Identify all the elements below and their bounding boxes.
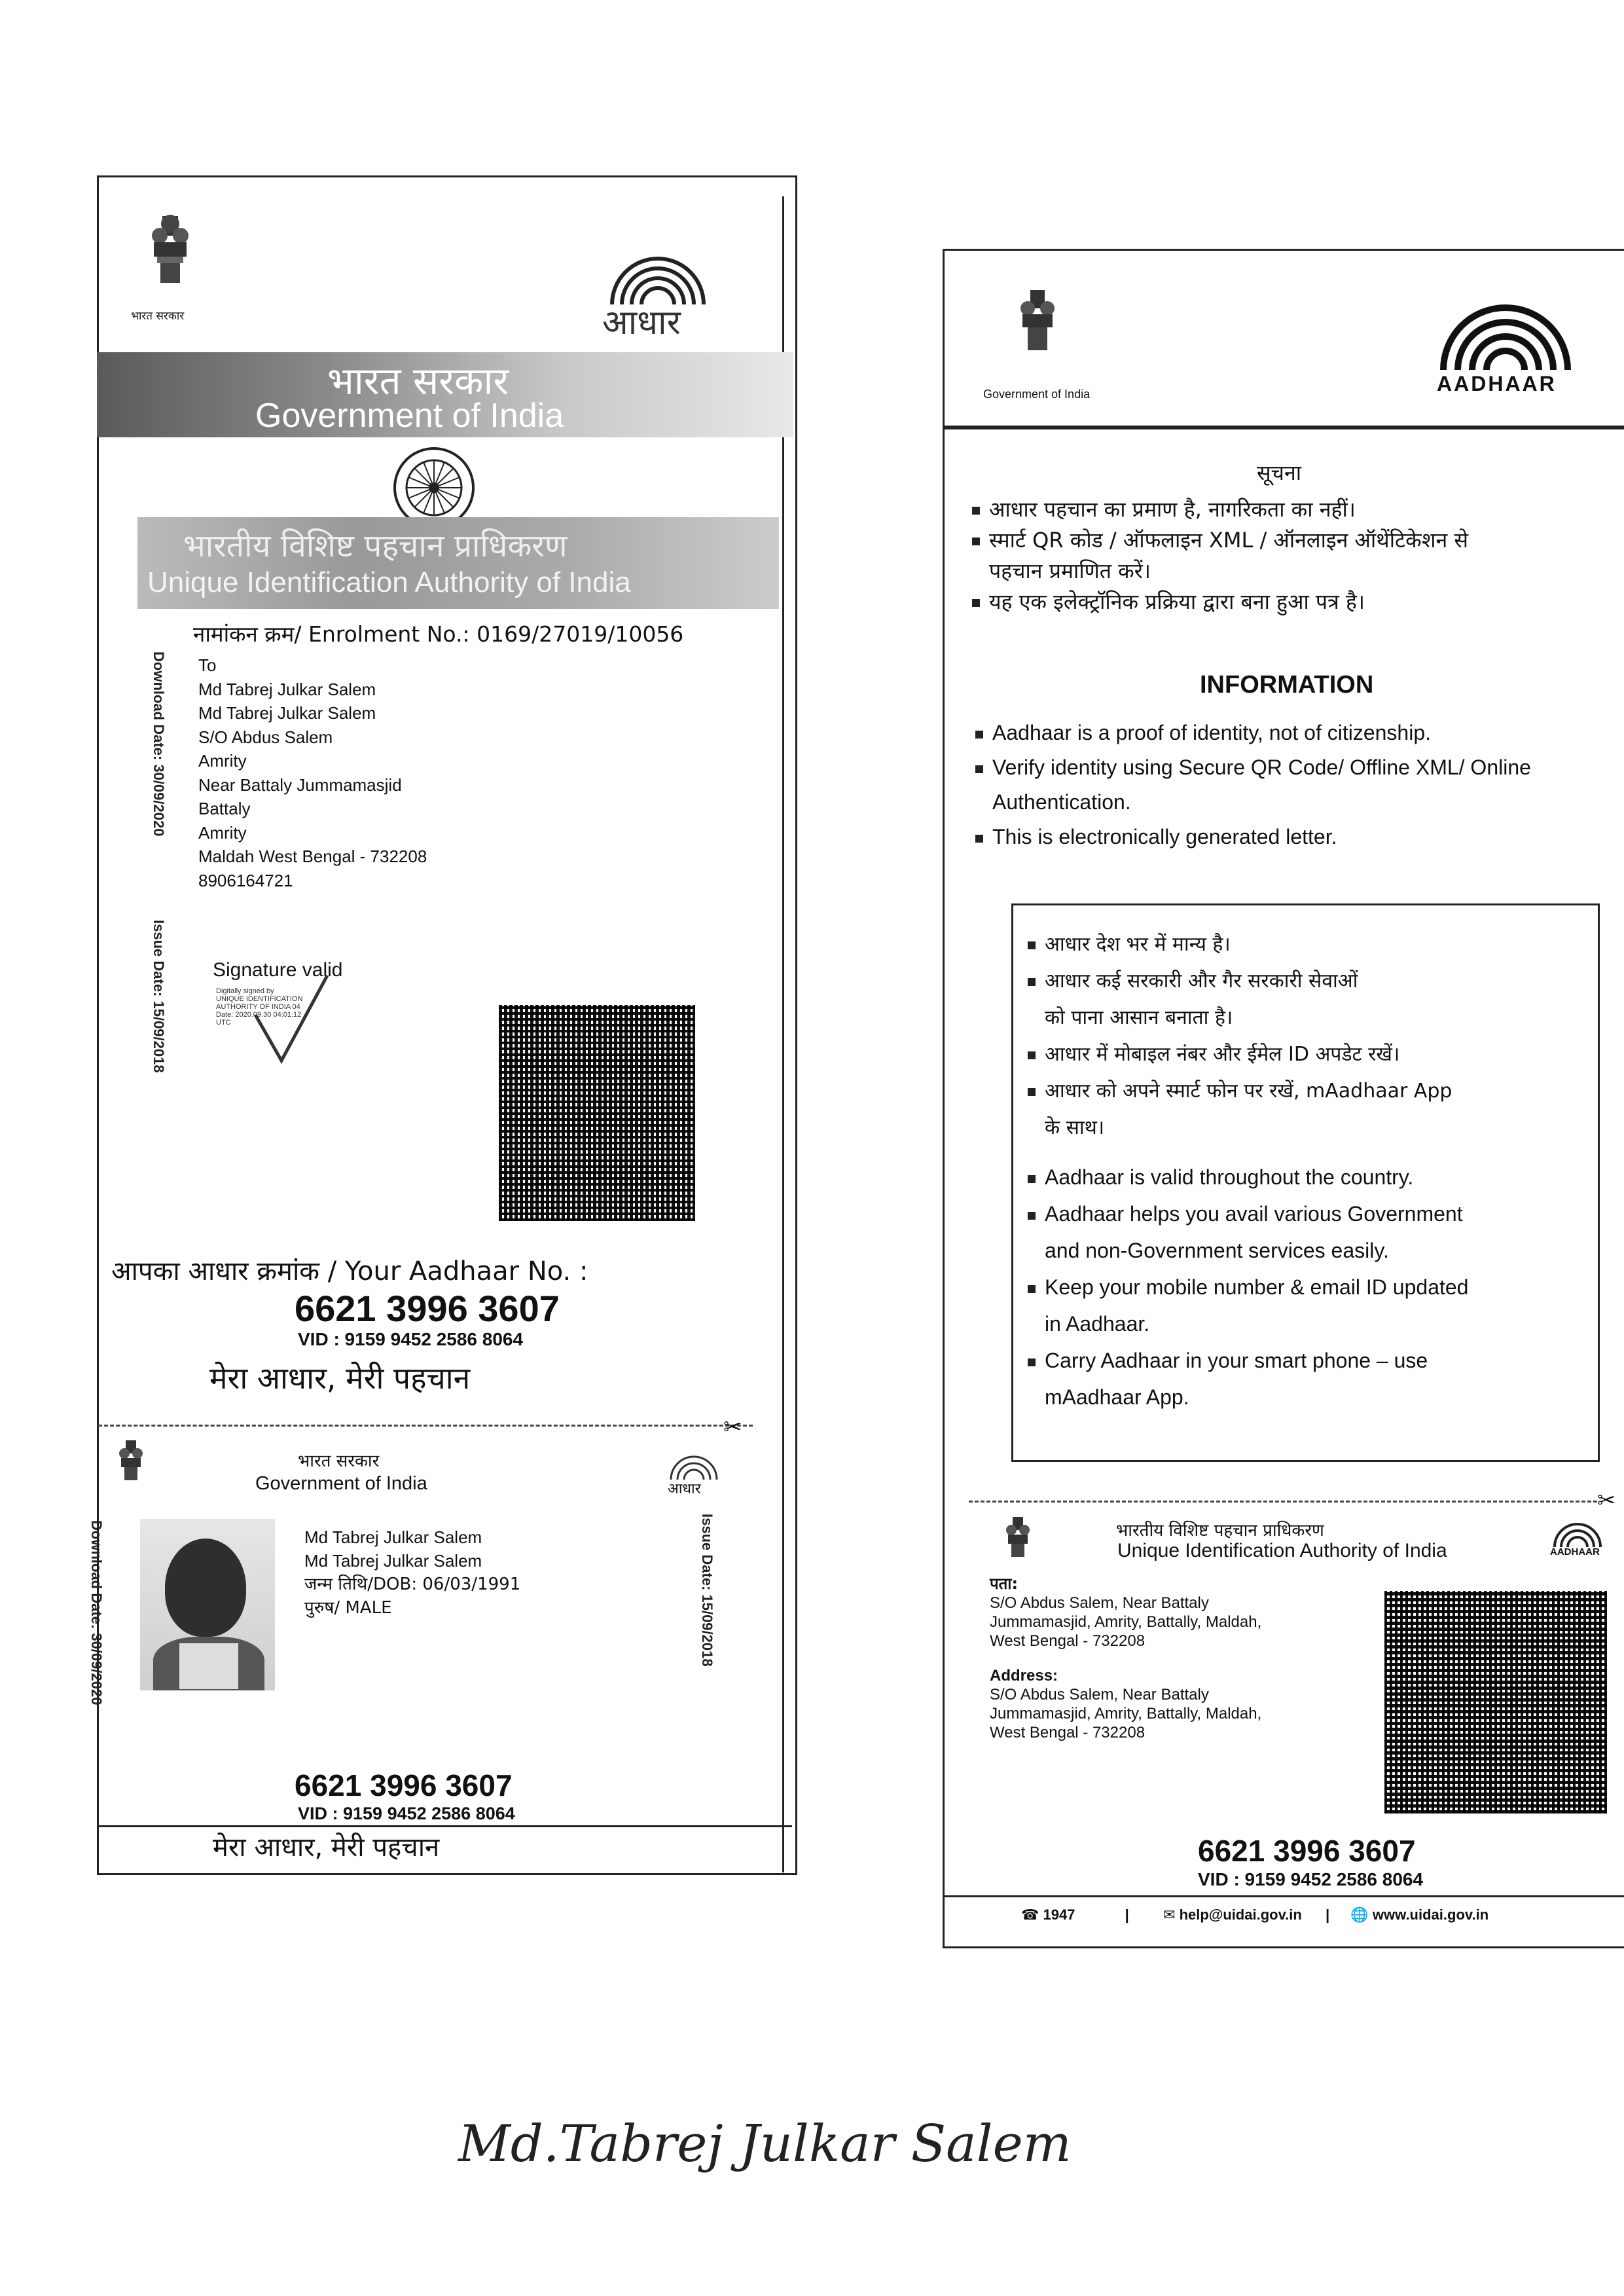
address-line: Jummamasjid, Amrity, Battally, Maldah, (990, 1705, 1262, 1722)
signature-detail-line: Date: 2020.09.30 04:01:12 (216, 1011, 302, 1019)
info-item: Verify identity using Secure QR Code/ Offline XML/ Online (992, 756, 1531, 779)
box-hindi-item: को पाना आसान बनाता है। (1045, 1006, 1233, 1029)
card-uidai-hindi: भारतीय विशिष्ट पहचान प्राधिकरण (1116, 1521, 1324, 1540)
box-english-item: and non-Government services easily. (1045, 1239, 1389, 1262)
card-vid: VID : 9159 9452 2586 8064 (298, 1804, 515, 1823)
national-emblem-icon (137, 210, 203, 301)
tagline: मेरा आधार, मेरी पहचान (209, 1360, 471, 1396)
vid-number: VID : 9159 9452 2586 8064 (298, 1329, 524, 1349)
card-address-block (990, 1575, 1261, 1742)
cut-line (98, 1425, 753, 1427)
card-issue-date: Issue Date: 15/09/2018 (699, 1514, 715, 1667)
suchna-list (972, 494, 1468, 617)
banner-hindi: भारत सरकार (327, 359, 509, 403)
pata-label: पता: (990, 1575, 1019, 1593)
footer-rule (945, 1895, 1624, 1897)
download-date: Download Date: 30/09/2020 (151, 651, 167, 837)
suchna-item: स्मार्ट QR कोड / ऑफलाइन XML / ऑनलाइन ऑथेंटिकेशन से (989, 528, 1469, 553)
card-details (304, 1525, 520, 1620)
website-link[interactable]: www.uidai.gov.in (1372, 1906, 1489, 1923)
pata-line: Jummamasjid, Amrity, Battally, Maldah, (990, 1613, 1262, 1631)
card-gov-hindi: भारत सरकार (298, 1451, 380, 1471)
uidai-hindi: भारतीय विशिष्ट पहचान प्राधिकरण (183, 528, 568, 564)
box-english-item: Aadhaar is valid throughout the country. (1045, 1165, 1414, 1189)
aadhaar-fingerprint-icon (1551, 1518, 1604, 1547)
card-logo-text: आधार (668, 1481, 701, 1497)
signature-detail-line: Digitally signed by (216, 987, 274, 995)
address-line: Near Battaly Jummamasjid (198, 774, 402, 795)
panel-edge (782, 196, 784, 1872)
address-line: S/O Abdus Salem, Near Battaly (990, 1686, 1209, 1704)
box-hindi-item: के साथ। (1045, 1116, 1105, 1139)
signature-label: Signature valid (213, 959, 343, 981)
qr-code (1384, 1591, 1607, 1813)
card-aadhaar-number: 6621 3996 3607 (295, 1768, 513, 1802)
box-english-item: Keep your mobile number & email ID updated (1045, 1275, 1469, 1299)
address-line: Md Tabrej Julkar Salem (198, 679, 376, 699)
address-block (198, 653, 427, 892)
suchna-item: यह एक इलेक्ट्रॉनिक प्रक्रिया द्वारा बना हुआ पत्र है। (989, 589, 1365, 614)
address-line: Amrity (198, 822, 247, 843)
banner-english: Government of India (255, 397, 564, 435)
address-line: 8906164721 (198, 870, 293, 890)
aadhaar-number: 6621 3996 3607 (295, 1288, 560, 1329)
emblem-caption: भारत सरकार (131, 310, 185, 323)
card-dob: जन्म तिथि/DOB: 06/03/1991 (304, 1575, 521, 1594)
signature-detail-line: UNIQUE IDENTIFICATION (216, 995, 303, 1003)
info-item: This is electronically generated letter. (992, 825, 1337, 848)
box-english-item: Carry Aadhaar in your smart phone – use (1045, 1349, 1428, 1372)
card-vid-right: VID : 9159 9452 2586 8064 (1198, 1869, 1424, 1889)
card-gov-english: Government of India (255, 1473, 427, 1494)
help-email[interactable]: help@uidai.gov.in (1179, 1906, 1302, 1923)
address-line: Battaly (198, 799, 251, 818)
card-tagline: मेरा आधार, मेरी पहचान (213, 1832, 440, 1863)
suchna-title: सूचना (1257, 460, 1302, 485)
aadhaar-logo-text: आधार (602, 303, 681, 342)
pata-line: West Bengal - 732208 (990, 1632, 1146, 1650)
card-divider (98, 1825, 792, 1827)
signature-detail-line: AUTHORITY OF INDIA 04 (216, 1003, 300, 1011)
card-logo-text-right: AADHAAR (1550, 1546, 1600, 1558)
header-rule (945, 426, 1624, 429)
aadhaar-fingerprint-icon (1437, 301, 1574, 373)
address-line: S/O Abdus Salem (198, 727, 333, 747)
card-gender: पुरुष/ MALE (304, 1598, 392, 1618)
pata-line: S/O Abdus Salem, Near Battaly (990, 1594, 1209, 1612)
information-list (975, 716, 1531, 854)
national-emblem-icon (1008, 285, 1067, 367)
emblem-caption-right: Government of India (983, 388, 1091, 401)
scissors-icon: ✂ (723, 1415, 742, 1440)
aadhaar-logo-text-right: AADHAAR (1437, 372, 1557, 395)
box-hindi-item: आधार में मोबाइल नंबर और ईमेल ID अपडेट रखें। (1045, 1043, 1400, 1066)
mail-icon: ✉ (1163, 1906, 1176, 1923)
qr-code (499, 1005, 695, 1221)
card-uidai-english: Unique Identification Authority of India (1117, 1540, 1447, 1561)
information-title: INFORMATION (1200, 671, 1374, 699)
box-english-item: in Aadhaar. (1045, 1312, 1150, 1336)
cut-line (969, 1501, 1597, 1503)
address-line: To (198, 655, 217, 675)
card-aadhaar-number-right: 6621 3996 3607 (1198, 1834, 1416, 1868)
suchna-item: आधार पहचान का प्रमाण है, नागरिकता का नहीं। (989, 497, 1356, 522)
info-item: Authentication. (992, 790, 1131, 814)
enrolment-number: नामांकन क्रम/ Enrolment No.: 0169/27019/10056 (193, 621, 684, 647)
suchna-item: पहचान प्रमाणित करें। (989, 558, 1151, 583)
box-hindi-item: आधार को अपने स्मार्ट फोन पर रखें, mAadhaar App (1045, 1080, 1453, 1102)
signature-detail-line: UTC (216, 1019, 231, 1027)
uidai-english: Unique Identification Authority of India (147, 566, 631, 598)
signature-check-icon (249, 969, 334, 1067)
photo (140, 1519, 275, 1690)
national-emblem-icon (111, 1437, 151, 1489)
card-name: Md Tabrej Julkar Salem (304, 1551, 482, 1571)
helpline-number: 1947 (1043, 1906, 1075, 1923)
handwritten-signature: Md.Tabrej Julkar Salem (458, 2115, 1072, 2174)
address-label: Address: (990, 1667, 1058, 1685)
scissors-icon: ✂ (1597, 1488, 1616, 1513)
card-name: Md Tabrej Julkar Salem (304, 1527, 482, 1547)
issue-date: Issue Date: 15/09/2018 (151, 920, 167, 1073)
info-item: Aadhaar is a proof of identity, not of citizenship. (992, 721, 1432, 744)
box-english-item: mAadhaar App. (1045, 1385, 1189, 1409)
footer: ☎ 1947 | ✉ help@uidai.gov.in | 🌐 www.uidai.gov.in (1021, 1906, 1489, 1923)
address-line: Amrity (198, 751, 247, 771)
aadhaar-fingerprint-icon (668, 1450, 720, 1480)
national-emblem-icon (998, 1514, 1038, 1566)
box-hindi-item: आधार कई सरकारी और गैर सरकारी सेवाओं (1045, 970, 1358, 993)
address-line: Maldah West Bengal - 732208 (198, 847, 427, 866)
address-line: West Bengal - 732208 (990, 1724, 1146, 1741)
box-english-list (1028, 1159, 1468, 1415)
box-english-item: Aadhaar helps you avail various Government (1045, 1202, 1463, 1226)
globe-icon: 🌐 (1350, 1906, 1369, 1923)
aadhaar-number-label: आपका आधार क्रमांक / Your Aadhaar No. : (111, 1256, 588, 1286)
box-hindi-item: आधार देश भर में मान्य है। (1045, 933, 1231, 956)
phone-icon: ☎ (1021, 1906, 1039, 1923)
address-line: Md Tabrej Julkar Salem (198, 703, 376, 723)
card-download-date: Download Date: 30/09/2020 (88, 1520, 105, 1705)
box-hindi-list (1028, 926, 1452, 1146)
